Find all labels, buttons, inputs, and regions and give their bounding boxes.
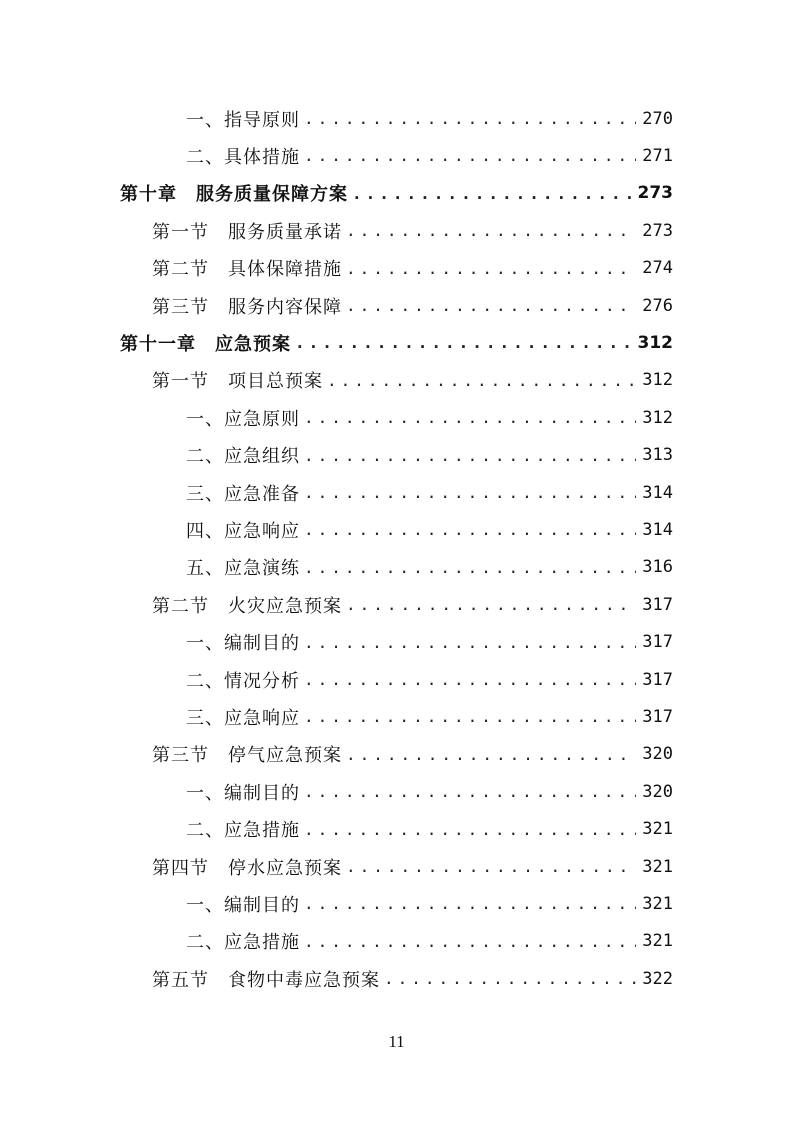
toc-entry-page: 273 — [637, 183, 673, 204]
toc-entry-page: 312 — [642, 407, 673, 428]
toc-entry-title: 第二节 火灾应急预案 — [152, 595, 342, 617]
toc-entry-page: 274 — [642, 258, 673, 279]
toc-section-entry[interactable] — [152, 960, 673, 997]
toc-dot-leader — [304, 820, 636, 839]
toc-dot-leader — [304, 782, 636, 801]
toc-entry-title: 二、应急措施 — [186, 932, 300, 954]
toc-dot-leader — [304, 408, 636, 427]
toc-section-entry[interactable] — [152, 362, 673, 399]
toc-subsection-entry[interactable] — [186, 437, 673, 474]
toc-entry-title: 五、应急演练 — [186, 558, 300, 580]
toc-entry-page: 317 — [642, 669, 673, 690]
toc-entry-page: 316 — [642, 557, 673, 578]
toc-dot-leader — [304, 932, 636, 951]
toc-entry-title: 一、编制目的 — [186, 782, 300, 804]
toc-entry-page: 321 — [642, 931, 673, 952]
toc-dot-leader — [304, 633, 636, 652]
toc-entry-page: 312 — [642, 370, 673, 391]
toc-entry-page: 317 — [642, 706, 673, 727]
toc-subsection-entry[interactable] — [186, 549, 673, 586]
toc-section-entry[interactable] — [152, 250, 673, 287]
toc-section-entry[interactable] — [152, 736, 673, 773]
toc-entry-title: 二、情况分析 — [186, 670, 300, 692]
toc-subsection-entry[interactable] — [186, 100, 673, 137]
toc-entry-page: 321 — [642, 893, 673, 914]
toc-dot-leader — [346, 259, 636, 278]
toc-entry-title: 一、编制目的 — [186, 894, 300, 916]
toc-section-entry[interactable] — [152, 212, 673, 249]
toc-entry-title: 三、应急响应 — [186, 707, 300, 729]
toc-dot-leader — [304, 483, 636, 502]
toc-entry-page: 321 — [642, 856, 673, 877]
toc-chapter-entry[interactable] — [120, 175, 673, 212]
toc-entry-title: 第三节 服务内容保障 — [152, 296, 342, 318]
toc-dot-leader — [304, 558, 636, 577]
toc-entry-page: 320 — [642, 781, 673, 802]
toc-entry-title: 一、指导原则 — [186, 109, 300, 131]
toc-entry-title: 三、应急准备 — [186, 483, 300, 505]
toc-entry-page: 312 — [637, 332, 673, 353]
toc-entry-title: 第五节 食物中毒应急预案 — [152, 969, 380, 991]
toc-entry-page: 322 — [642, 968, 673, 989]
toc-dot-leader — [327, 371, 636, 390]
toc-entry-page: 320 — [642, 744, 673, 765]
toc-entry-title: 第十一章 应急预案 — [120, 333, 291, 355]
toc-entry-page: 314 — [642, 482, 673, 503]
toc-chapter-entry[interactable] — [120, 324, 673, 361]
toc-dot-leader — [295, 333, 632, 352]
toc-entry-page: 271 — [642, 145, 673, 166]
toc-dot-leader — [346, 857, 636, 876]
toc-entry-title: 四、应急响应 — [186, 520, 300, 542]
toc-dot-leader — [304, 894, 636, 913]
toc-subsection-entry[interactable] — [186, 474, 673, 511]
toc-dot-leader — [384, 969, 636, 988]
toc-entry-page: 317 — [642, 632, 673, 653]
toc-entry-title: 二、应急组织 — [186, 446, 300, 468]
toc-entry-title: 一、编制目的 — [186, 633, 300, 655]
toc-entry-title: 第三节 停气应急预案 — [152, 745, 342, 767]
toc-entry-page: 321 — [642, 819, 673, 840]
toc-entry-title: 第四节 停水应急预案 — [152, 857, 342, 879]
toc-subsection-entry[interactable] — [186, 661, 673, 698]
toc-subsection-entry[interactable] — [186, 399, 673, 436]
toc-dot-leader — [304, 446, 636, 465]
toc-entry-page: 313 — [642, 445, 673, 466]
page-number: 11 — [388, 1032, 405, 1051]
toc-entry-page: 317 — [642, 594, 673, 615]
toc-section-entry[interactable] — [152, 287, 673, 324]
toc-entry-title: 一、应急原则 — [186, 408, 300, 430]
toc-dot-leader — [352, 184, 632, 203]
toc-subsection-entry[interactable] — [186, 698, 673, 735]
toc-entry-title: 二、具体措施 — [186, 146, 300, 168]
toc-dot-leader — [304, 520, 636, 539]
toc-entry-title: 第十章 服务质量保障方案 — [120, 184, 348, 206]
toc-entry-title: 第一节 项目总预案 — [152, 371, 323, 393]
toc-entry-page: 276 — [642, 295, 673, 316]
toc-entry-page: 314 — [642, 519, 673, 540]
toc-dot-leader — [346, 595, 636, 614]
toc-dot-leader — [304, 109, 636, 128]
toc-dot-leader — [304, 146, 636, 165]
toc-dot-leader — [304, 707, 636, 726]
toc-dot-leader — [304, 670, 636, 689]
toc-subsection-entry[interactable] — [186, 624, 673, 661]
toc-dot-leader — [346, 745, 636, 764]
toc-subsection-entry[interactable] — [186, 137, 673, 174]
toc-subsection-entry[interactable] — [186, 885, 673, 922]
toc-entry-title: 第二节 具体保障措施 — [152, 259, 342, 281]
toc-entry-title: 二、应急措施 — [186, 820, 300, 842]
toc-subsection-entry[interactable] — [186, 773, 673, 810]
toc-section-entry[interactable] — [152, 586, 673, 623]
toc-subsection-entry[interactable] — [186, 811, 673, 848]
toc-section-entry[interactable] — [152, 848, 673, 885]
toc-dot-leader — [346, 296, 636, 315]
toc-subsection-entry[interactable] — [186, 923, 673, 960]
toc-subsection-entry[interactable] — [186, 511, 673, 548]
toc-dot-leader — [346, 221, 636, 240]
toc-entry-title: 第一节 服务质量承诺 — [152, 221, 342, 243]
toc-entry-page: 273 — [642, 220, 673, 241]
toc-entry-page: 270 — [642, 108, 673, 129]
